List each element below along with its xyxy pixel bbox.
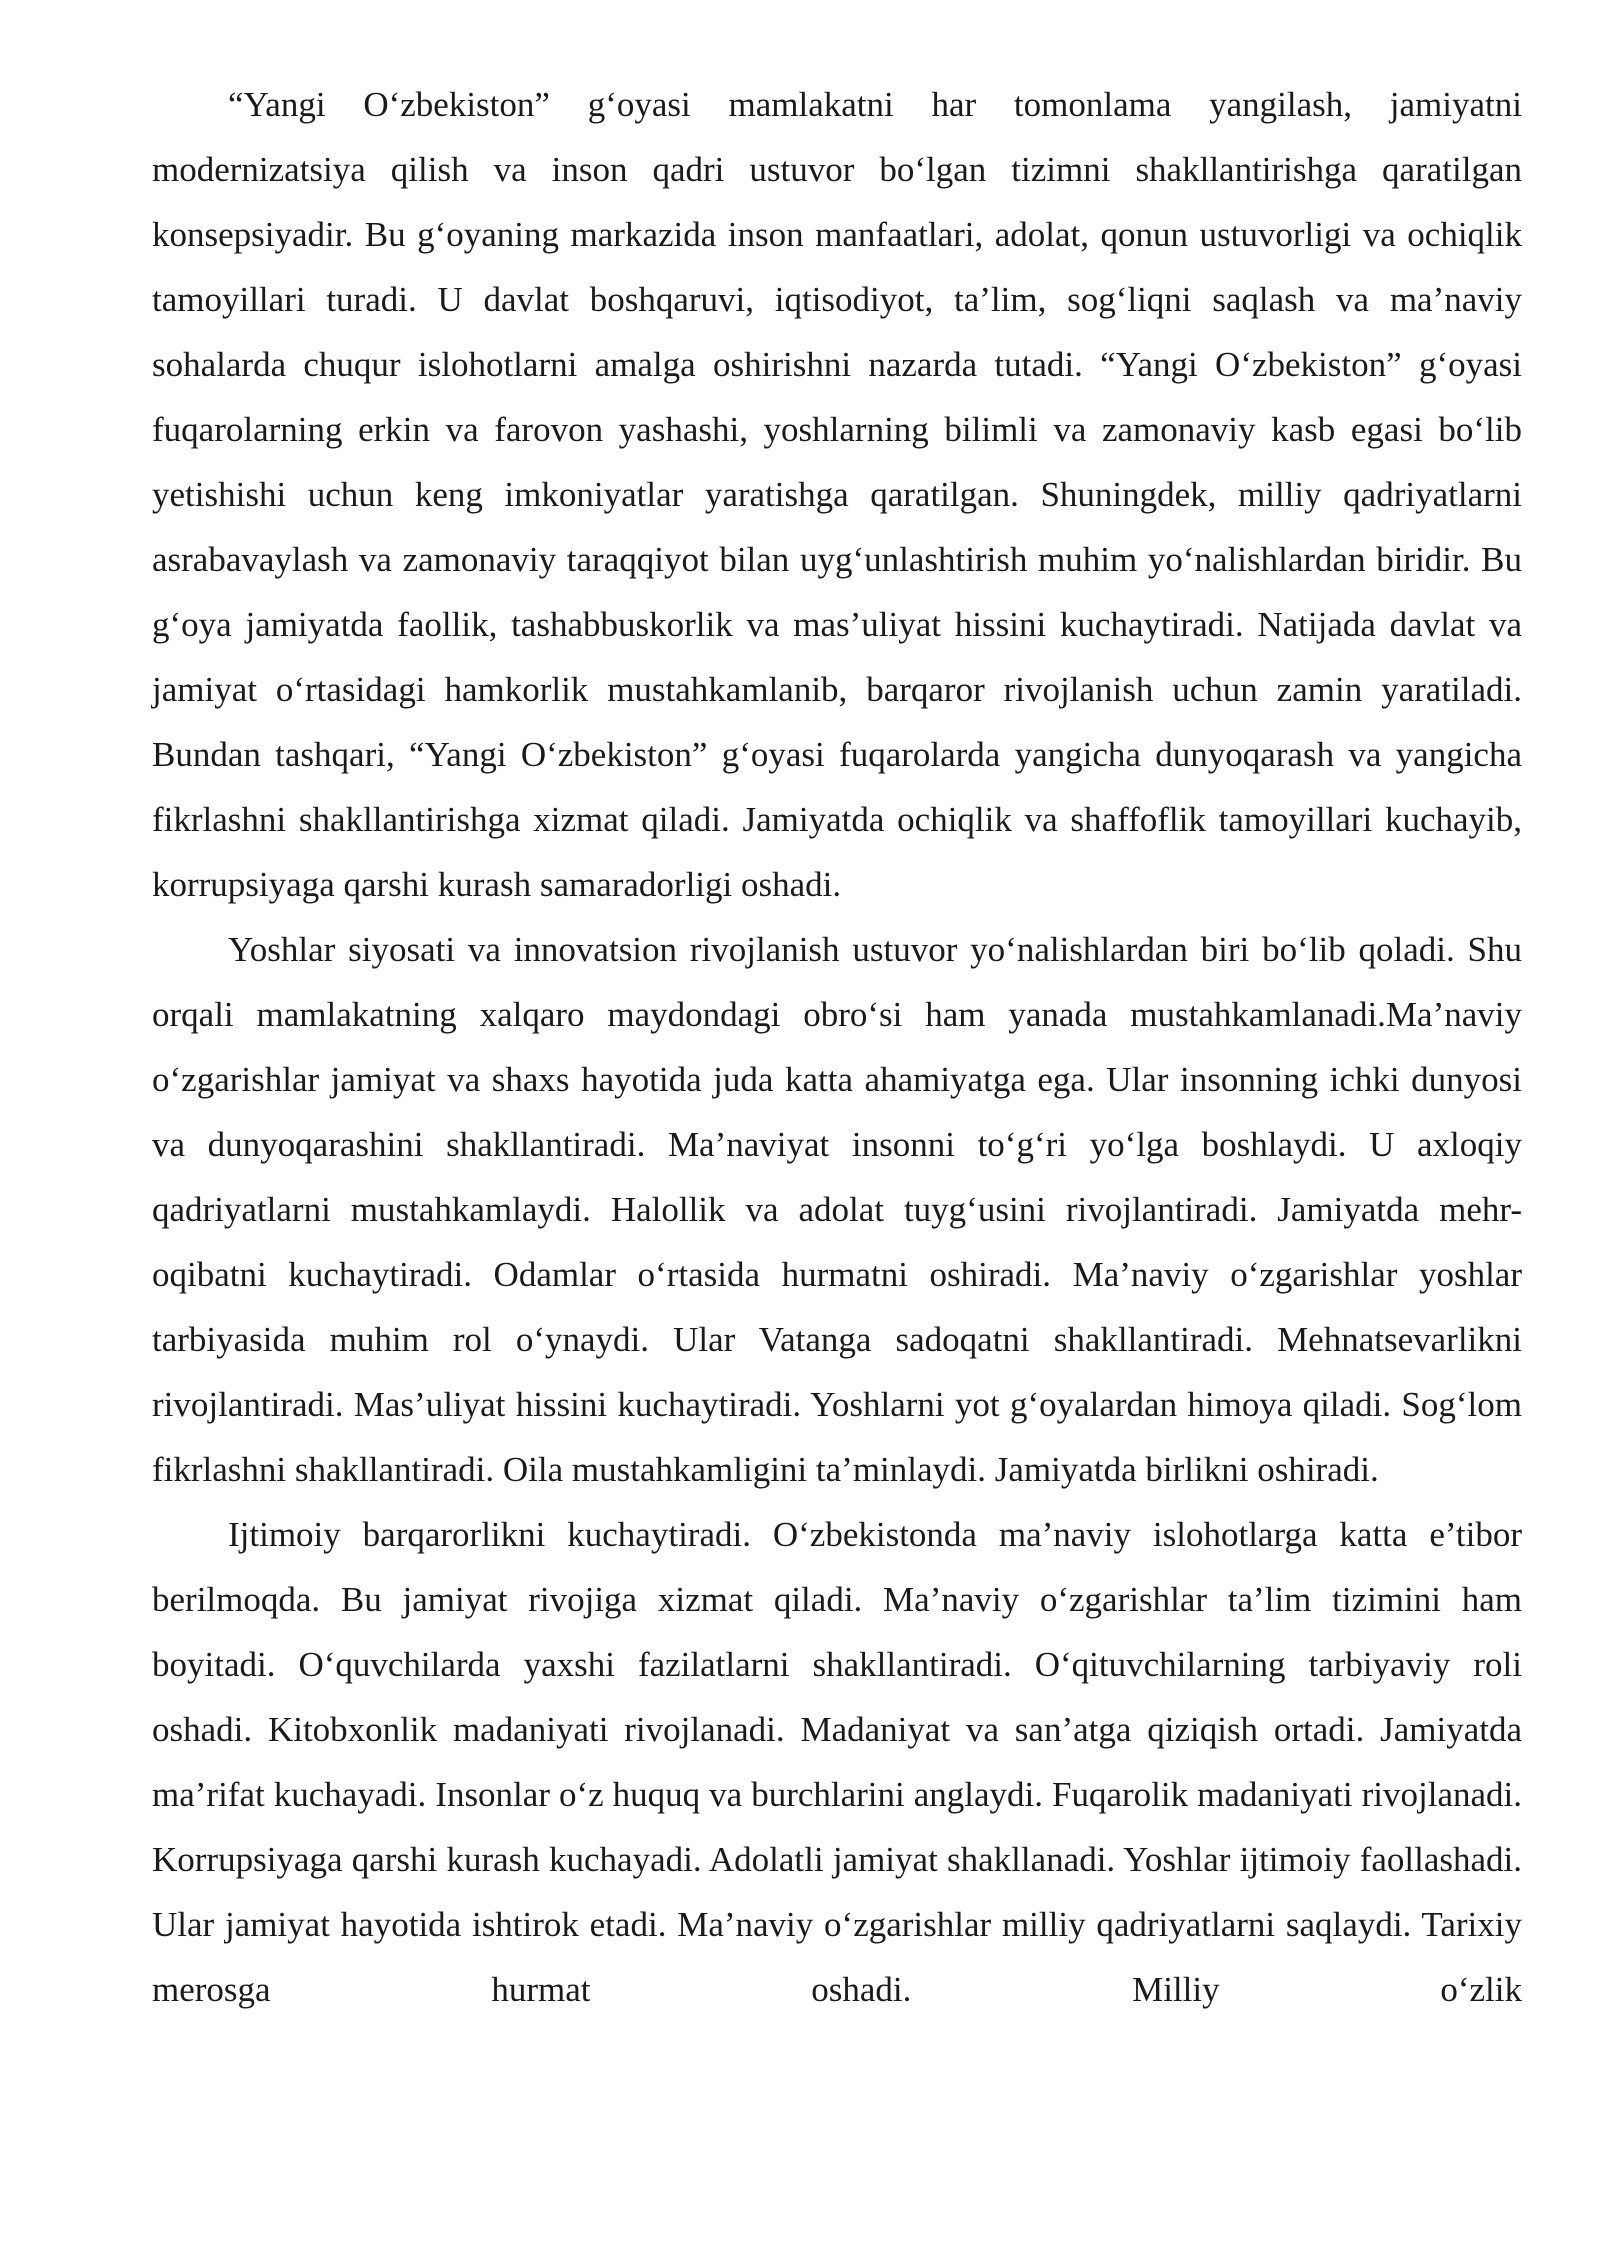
paragraph-2: Yoshlar siyosati va innovatsion rivojlanish ustuvor yo‘nalishlardan biri bo‘lib qoladi. Shu orqali mamlakatning xalqaro maydondagi obro‘si ham yanada mustahkamlanadi.Ma’naviy o‘zgarishlar jamiyat va shaxs hayotida juda katta ahamiyatga ega. Ular insonning ichki dunyosi va dunyoqarashini shakllantiradi. Ma’naviyat insonni to‘g‘ri yo‘lga boshlaydi. U axloqiy qadriyatlarni mustahkamlaydi. Halollik va adolat tuyg‘usini rivojlantiradi. Jamiyatda mehr-oqibatni kuchaytiradi. Odamlar o‘rtasida hurmatni oshiradi. Ma’naviy o‘zgarishlar yoshlar tarbiyasida muhim rol o‘ynaydi. Ular Vatanga sadoqatni shakllantiradi. Mehnatsevarlikni rivojlantiradi. Mas’uliyat hissini kuchaytiradi. Yoshlarni yot g‘oyalardan himoya qiladi. Sog‘lom fikrlashni shakllantiradi. Oila mustahkamligini ta’minlaydi. Jamiyatda birlikni oshiradi. xyxy=(152,930,1522,1489)
paragraph-3: Ijtimoiy barqarorlikni kuchaytiradi. O‘zbekistonda ma’naviy islohotlarga katta e’tibor berilmoqda. Bu jamiyat rivojiga xizmat qiladi. Ma’naviy o‘zgarishlar ta’lim tizimini ham boyitadi. O‘quvchilarda yaxshi fazilatlarni shakllantiradi. O‘qituvchilarning tarbiyaviy roli oshadi. Kitobxonlik madaniyati rivojlanadi. Madaniyat va san’atga qiziqish ortadi. Jamiyatda ma’rifat kuchayadi. Insonlar o‘z huquq va burchlarini anglaydi. Fuqarolik madaniyati rivojlanadi. Korrupsiyaga qarshi kurash kuchayadi. Adolatli jamiyat shakllanadi. Yoshlar ijtimoiy faollashadi. Ular jamiyat hayotida ishtirok etadi. Ma’naviy o‘zgarishlar milliy qadriyatlarni saqlaydi. Tarixiy merosga hurmat oshadi. Milliy o‘zlik xyxy=(152,1515,1522,2009)
document-page xyxy=(152,72,1522,2022)
paragraph-1: “Yangi O‘zbekiston” g‘oyasi mamlakatni har tomonlama yangilash, jamiyatni modernizatsiya qilish va inson qadri ustuvor bo‘lgan tizimni shakllantirishga qaratilgan konsepsiyadir. Bu g‘oyaning markazida inson manfaatlari, adolat, qonun ustuvorligi va ochiqlik tamoyillari turadi. U davlat boshqaruvi, iqtisodiyot, ta’lim, sog‘liqni saqlash va ma’naviy sohalarda chuqur islohotlarni amalga oshirishni nazarda tutadi. “Yangi O‘zbekiston” g‘oyasi fuqarolarning erkin va farovon yashashi, yoshlarning bilimli va zamonaviy kasb egasi bo‘lib yetishishi uchun keng imkoniyatlar yaratishga qaratilgan. Shuningdek, milliy qadriyatlarni asrabavaylash va zamonaviy taraqqiyot bilan uyg‘unlashtirish muhim yo‘nalishlardan biridir. Bu g‘oya jamiyatda faollik, tashabbuskorlik va mas’uliyat hissini kuchaytiradi. Natijada davlat va jamiyat o‘rtasidagi hamkorlik mustahkamlanib, barqaror rivojlanish uchun zamin yaratiladi. Bundan tashqari, “Yangi O‘zbekiston” g‘oyasi fuqarolarda yangicha dunyoqarash va yangicha fikrlashni shakllantirishga xizmat qiladi. Jamiyatda ochiqlik va shaffoflik tamoyillari kuchayib, korrupsiyaga qarshi kurash samaradorligi oshadi. xyxy=(152,85,1522,904)
